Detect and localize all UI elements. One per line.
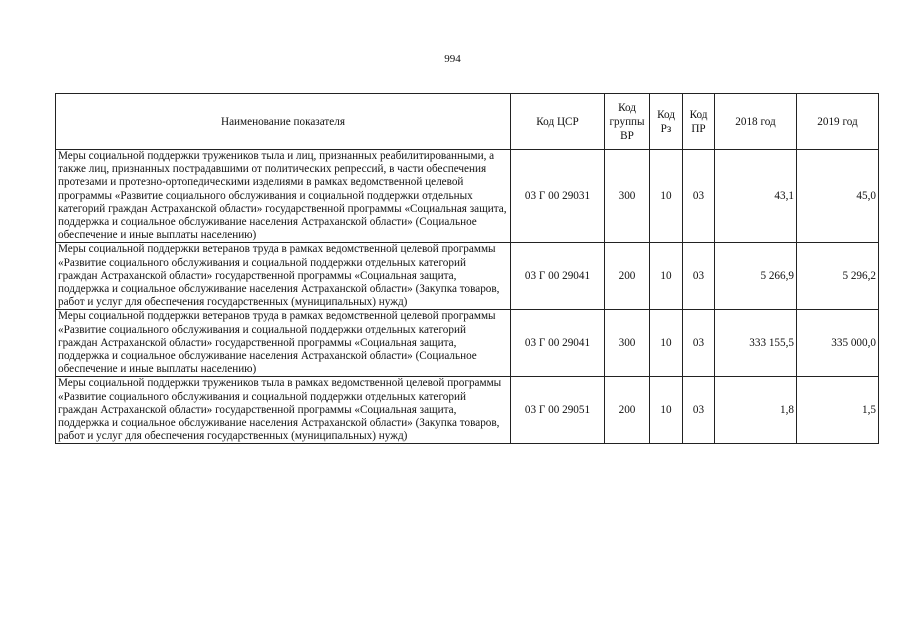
header-vr-group-code: Код группы ВР: [605, 94, 650, 150]
csr-code-cell: 03 Г 00 29051: [511, 377, 605, 444]
vr-code-cell: 200: [605, 377, 650, 444]
table-header-row: [56, 94, 879, 150]
header-pr-code: Код ПР: [683, 94, 715, 150]
table-row: [56, 377, 879, 444]
table-row: [56, 310, 879, 377]
amount-2018-cell: 333 155,5: [715, 310, 797, 377]
table-row: [56, 150, 879, 243]
vr-code-cell: 300: [605, 150, 650, 243]
amount-2018-cell: 43,1: [715, 150, 797, 243]
vr-code-cell: 300: [605, 310, 650, 377]
header-rz-code: Код Рз: [650, 94, 683, 150]
header-year-2018: 2018 год: [715, 94, 797, 150]
rz-code-cell: 10: [650, 377, 683, 444]
pr-code-cell: 03: [683, 377, 715, 444]
indicator-name-cell: Меры социальной поддержки ветеранов труда в рамках ведомственной целевой программы «Развитие социального обслуживания и социальной поддержки отдельных категорий граждан Астраханской области» государственной программы «Социальная защита, поддержка и социальное обслуживание населения Астраханской области» (Социальное обеспечение и иные выплаты населению): [56, 310, 511, 377]
page-number: 994: [444, 53, 461, 65]
amount-2018-cell: 1,8: [715, 377, 797, 444]
table-row: [56, 243, 879, 310]
pr-code-cell: 03: [683, 150, 715, 243]
rz-code-cell: 10: [650, 243, 683, 310]
amount-2018-cell: 5 266,9: [715, 243, 797, 310]
csr-code-cell: 03 Г 00 29041: [511, 243, 605, 310]
header-year-2019: 2019 год: [797, 94, 879, 150]
amount-2019-cell: 5 296,2: [797, 243, 879, 310]
indicator-name-cell: Меры социальной поддержки ветеранов труда в рамках ведомственной целевой программы «Развитие социального обслуживания и социальной поддержки отдельных категорий граждан Астраханской области» государственной программы «Социальная защита, поддержка и социальное обслуживание населения Астраханской области» (Закупка товаров, работ и услуг для обеспечения государственных (муниципальных) нужд): [56, 243, 511, 310]
pr-code-cell: 03: [683, 310, 715, 377]
indicator-name-cell: Меры социальной поддержки тружеников тыла в рамках ведомственной целевой программы «Развитие социального обслуживания и социальной поддержки отдельных категорий граждан Астраханской области» государственной программы «Социальная защита, поддержка и социальное обслуживание населения Астраханской области» (Закупка товаров, работ и услуг для обеспечения государственных (муниципальных) нужд): [56, 377, 511, 444]
pr-code-cell: 03: [683, 243, 715, 310]
amount-2019-cell: 45,0: [797, 150, 879, 243]
amount-2019-cell: 1,5: [797, 377, 879, 444]
amount-2019-cell: 335 000,0: [797, 310, 879, 377]
csr-code-cell: 03 Г 00 29031: [511, 150, 605, 243]
csr-code-cell: 03 Г 00 29041: [511, 310, 605, 377]
rz-code-cell: 10: [650, 310, 683, 377]
indicator-name-cell: Меры социальной поддержки тружеников тыла и лиц, признанных реабилитированными, а также лиц, признанных пострадавшими от политических репрессий, в части обеспечения протезами и протезно-ортопедическими изделиями в рамках ведомственной целевой программы «Развитие социального обслуживания и социальной поддержки отдельных категорий граждан Астраханской области» государственной программы «Социальная защита, поддержка и социальное обслуживание населения Астраханской области» (Социальное обеспечение и иные выплаты населению): [56, 150, 511, 243]
rz-code-cell: 10: [650, 150, 683, 243]
header-csr-code: Код ЦСР: [511, 94, 605, 150]
budget-table: [55, 93, 879, 444]
vr-code-cell: 200: [605, 243, 650, 310]
header-indicator-name: Наименование показателя: [56, 94, 511, 150]
